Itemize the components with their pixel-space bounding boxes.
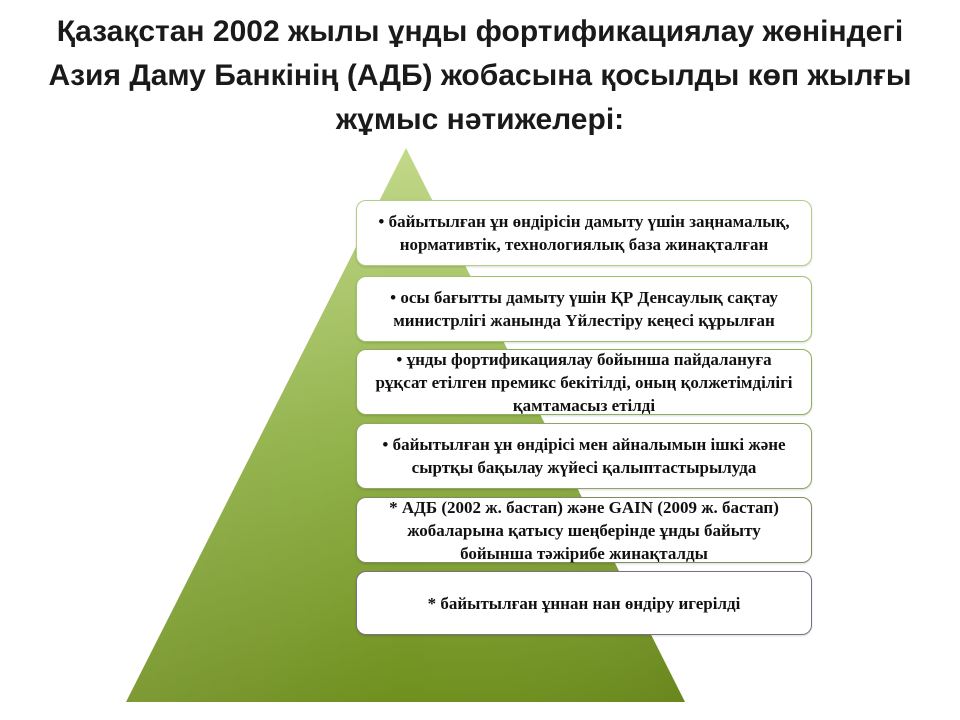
result-item-3: • ұнды фортификациялау бойынша пайдалануға рұқсат етілген премикс бекітілді, оның қолжетімділігі қамтамасыз етілді — [356, 349, 812, 415]
result-item-5: * АДБ (2002 ж. бастап) және GAIN (2009 ж. бастап) жобаларына қатысу шеңберінде ұнды байыту бойынша тәжірибе жинақталды — [356, 497, 812, 563]
result-item-2: • осы бағытты дамыту үшін ҚР Денсаулық сақтау министрлігі жанында Үйлестіру кеңесі құрылған — [356, 276, 812, 342]
result-item-1: • байытылған ұн өндірісін дамыту үшін заңнамалық, нормативтік, технологиялық база жинақталған — [356, 200, 812, 266]
slide-title: Қазақстан 2002 жылы ұнды фортификациялау жөніндегі Азия Даму Банкінің (АДБ) жобасына қосылды көп жылғы жұмыс нәтижелері: — [48, 15, 912, 136]
result-item-4: • байытылған ұн өндірісі мен айналымын ішкі және сыртқы бақылау жүйесі қалыптастырылуда — [356, 423, 812, 489]
result-item-6: * байытылған ұннан нан өндіру игерілді — [356, 571, 812, 635]
